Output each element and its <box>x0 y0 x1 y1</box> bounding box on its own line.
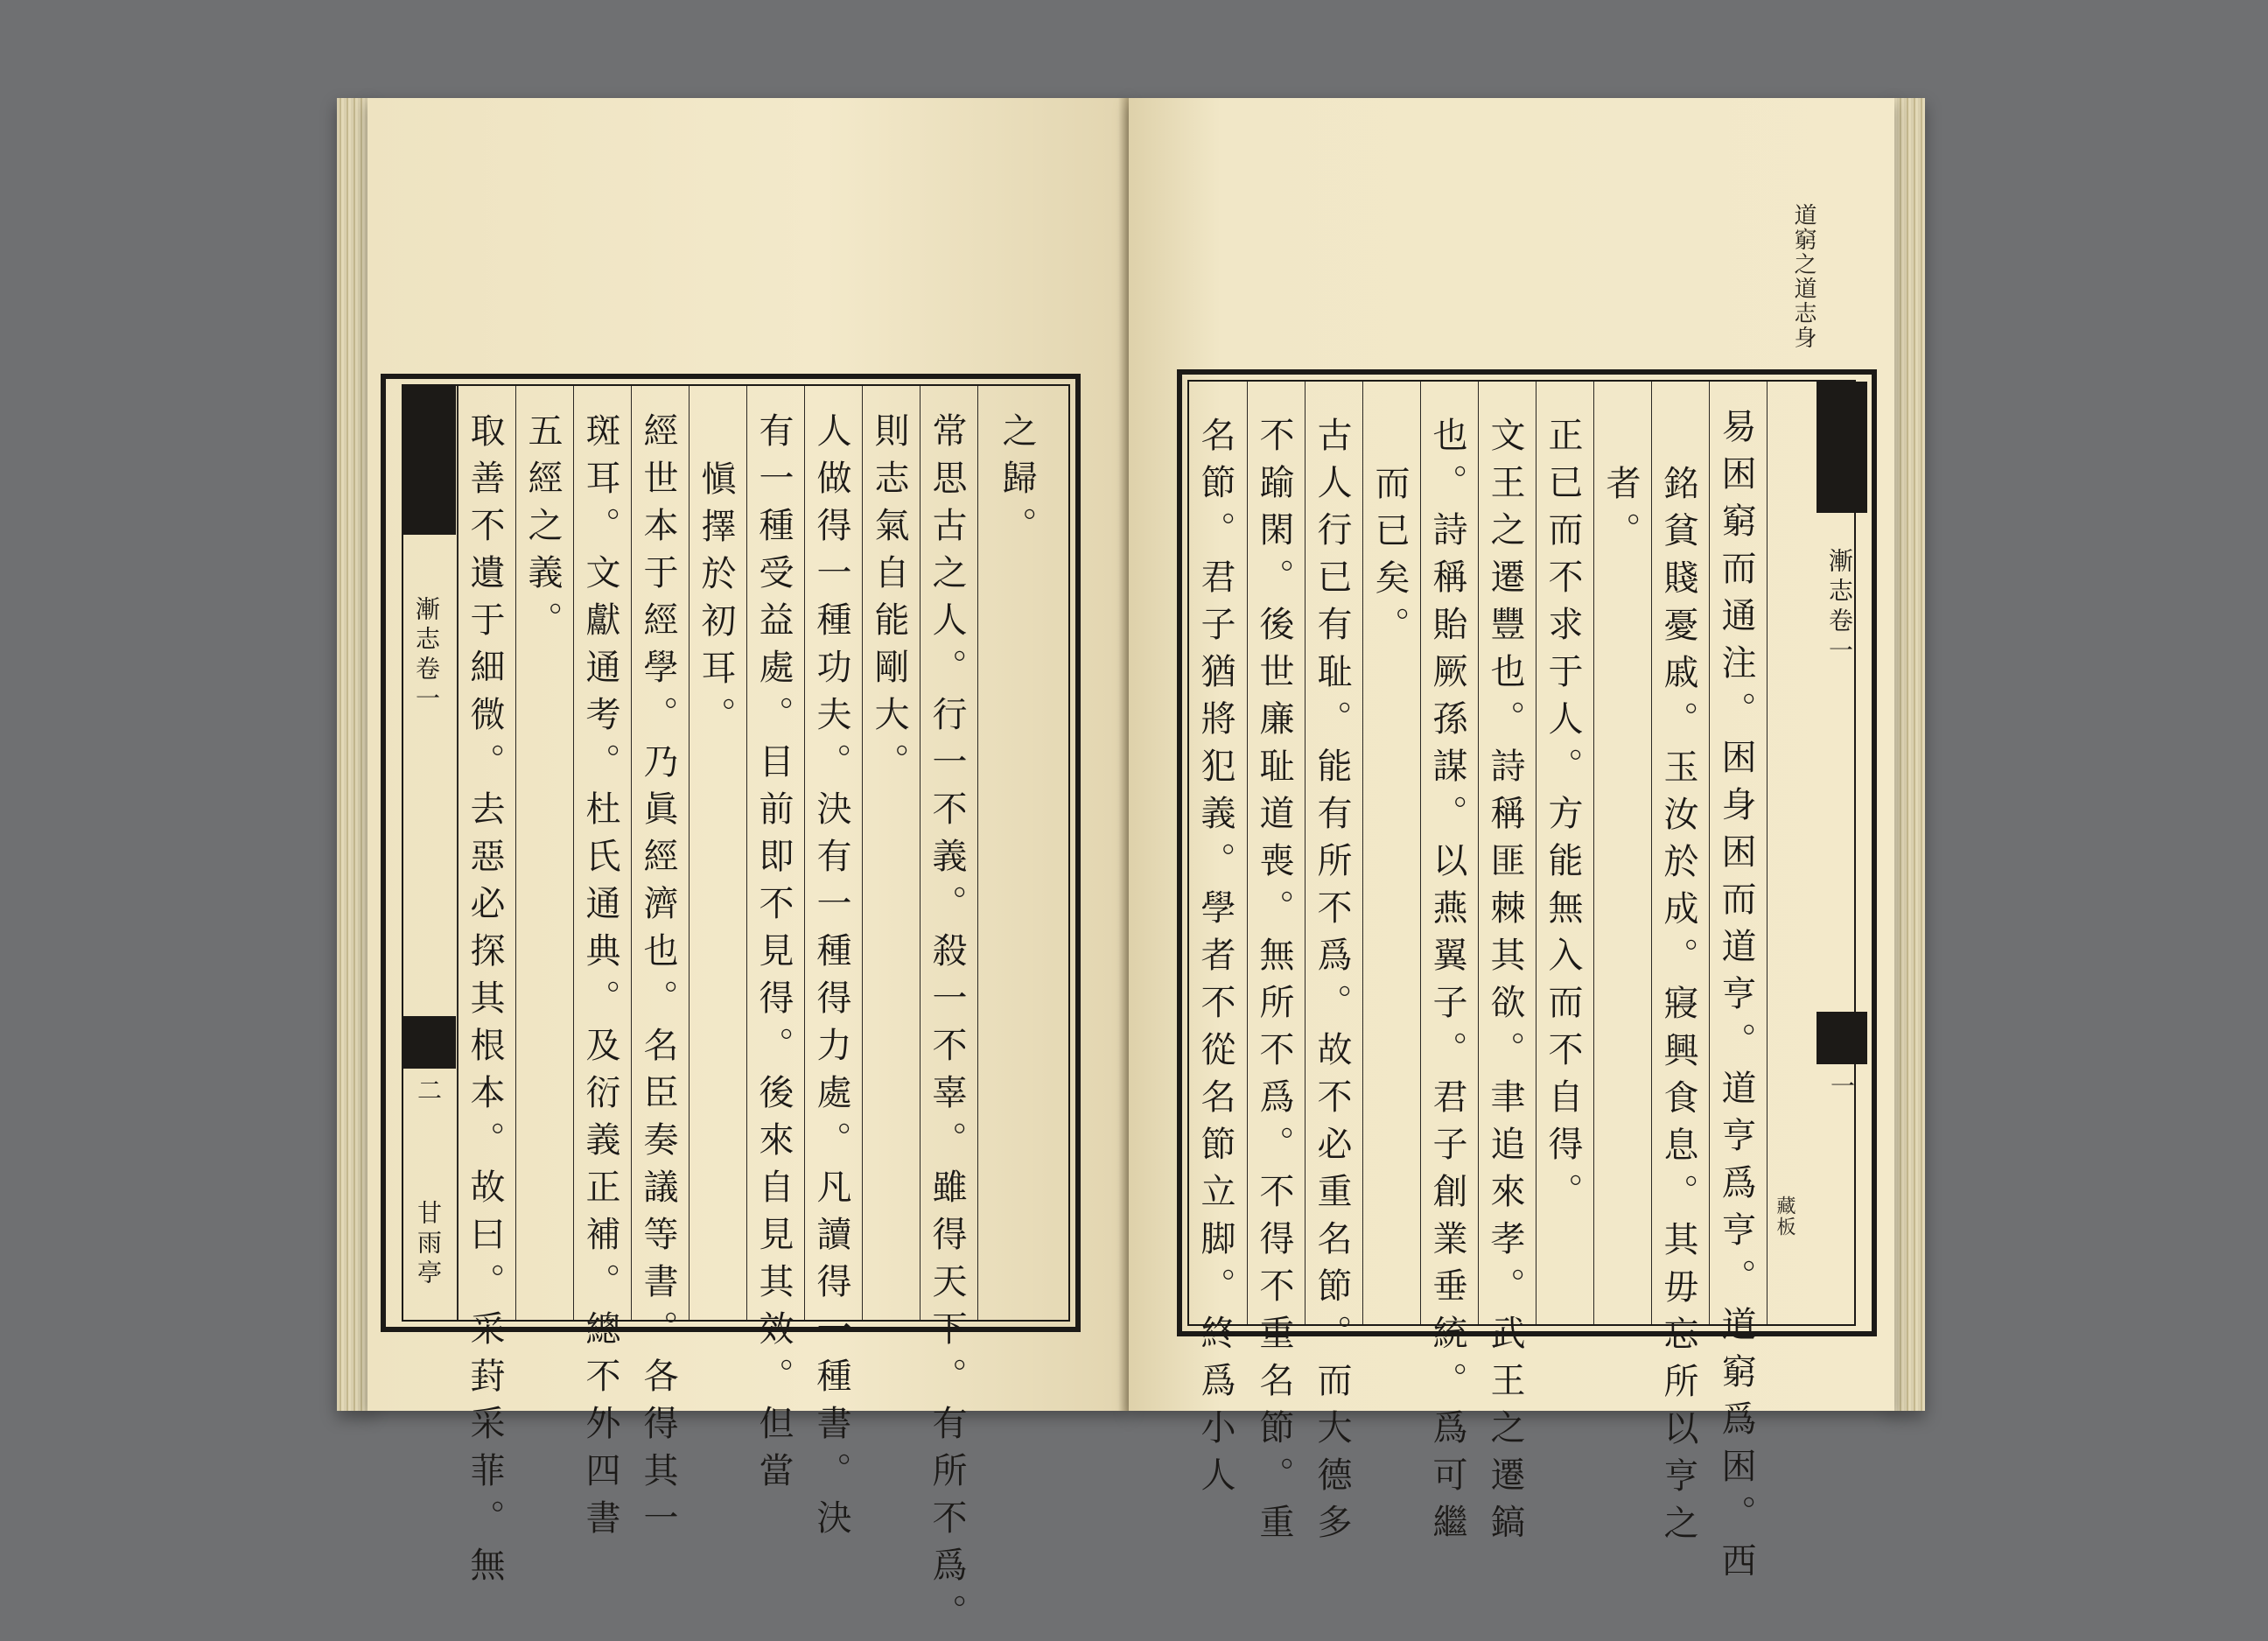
left-column-1: 之歸。 <box>977 386 1058 1320</box>
left-column-6: 愼擇於初耳。 <box>689 386 746 1320</box>
left-fishtail-top <box>403 386 456 535</box>
right-page <box>1129 98 1894 1589</box>
left-column-4: 人做得一種功夫。決有一種得力處。凡讀得一種書。決 <box>804 386 862 1320</box>
right-inner-frame <box>1187 380 1856 1589</box>
right-page-edges <box>1890 98 1925 1411</box>
right-page-number: 一 <box>1827 1073 1856 1103</box>
left-side-title: 漸志卷一 <box>412 596 441 715</box>
left-column-10: 取善不遺于細微。去惡必探其根本。故曰。采葑采菲。無 <box>458 386 515 1320</box>
right-column-2: 銘貧賤憂戚。玉汝於成。寢興食息。其毋忘所以亨之 <box>1651 382 1709 1324</box>
left-column-3: 則志氣自能剛大。 <box>862 386 920 1320</box>
right-column-10: 名節。君子猶將犯義。學者不從名節立脚。終爲小人 <box>1195 417 1236 1504</box>
right-header-note: 道窮之道志身 <box>1790 203 1816 350</box>
left-fishtail-bottom <box>403 1016 456 1069</box>
right-column-5: 文王之遷豐也。詩稱匪棘其欲。聿追來孝。武王之遷鎬 <box>1478 382 1536 1324</box>
right-column-6: 也。詩稱貽厥孫謀。以燕翼子。君子創業垂統。爲可繼 <box>1420 382 1478 1324</box>
left-column-2: 常思古之人。行一不義。殺一不辜。雖得天下。有所不爲。 <box>920 386 977 1320</box>
open-book <box>337 98 1925 1641</box>
right-column-8: 古人行已有耻。能有所不爲。故不必重名節。而大德多 <box>1305 382 1362 1324</box>
right-column-9: 不踰閑。後世廉耻道喪。無所不爲。不得不重名節。重 <box>1247 382 1305 1324</box>
left-column-5: 有一種受益處。目前即不見得。後來自見其效。但當 <box>746 386 804 1320</box>
left-column-7: 經世本于經學。乃眞經濟也。名臣奏議等書。各得其一 <box>631 386 689 1320</box>
left-inner-frame <box>402 384 1070 1641</box>
right-side-title: 漸志卷一 <box>1825 548 1854 667</box>
right-seal-text: 藏板 <box>1774 1196 1796 1238</box>
right-fishtail-top <box>1816 382 1867 513</box>
left-text-frame <box>381 374 1081 1641</box>
right-column-3: 者。 <box>1593 382 1651 1324</box>
left-column-8: 斑耳。文獻通考。杜氏通典。及衍義正補。總不外四書 <box>573 386 631 1320</box>
right-column-4: 正已而不求于人。方能無入而不自得。 <box>1536 382 1593 1324</box>
left-publisher: 甘雨亭 <box>414 1200 443 1289</box>
left-page-number: 二 <box>414 1077 443 1107</box>
right-column-1: 易困窮而通注。困身困而道亨。道亨爲亨。道窮爲困。西 <box>1709 382 1767 1324</box>
right-text-frame <box>1177 369 1877 1589</box>
left-column-9: 五經之義。 <box>515 386 573 1320</box>
right-column-7: 而已矣。 <box>1362 382 1420 1324</box>
left-page <box>368 98 1129 1641</box>
right-side-column <box>1767 382 1868 1324</box>
right-fishtail-bottom <box>1816 1012 1867 1064</box>
left-page-edges <box>337 98 372 1411</box>
left-side-column <box>403 386 458 1320</box>
